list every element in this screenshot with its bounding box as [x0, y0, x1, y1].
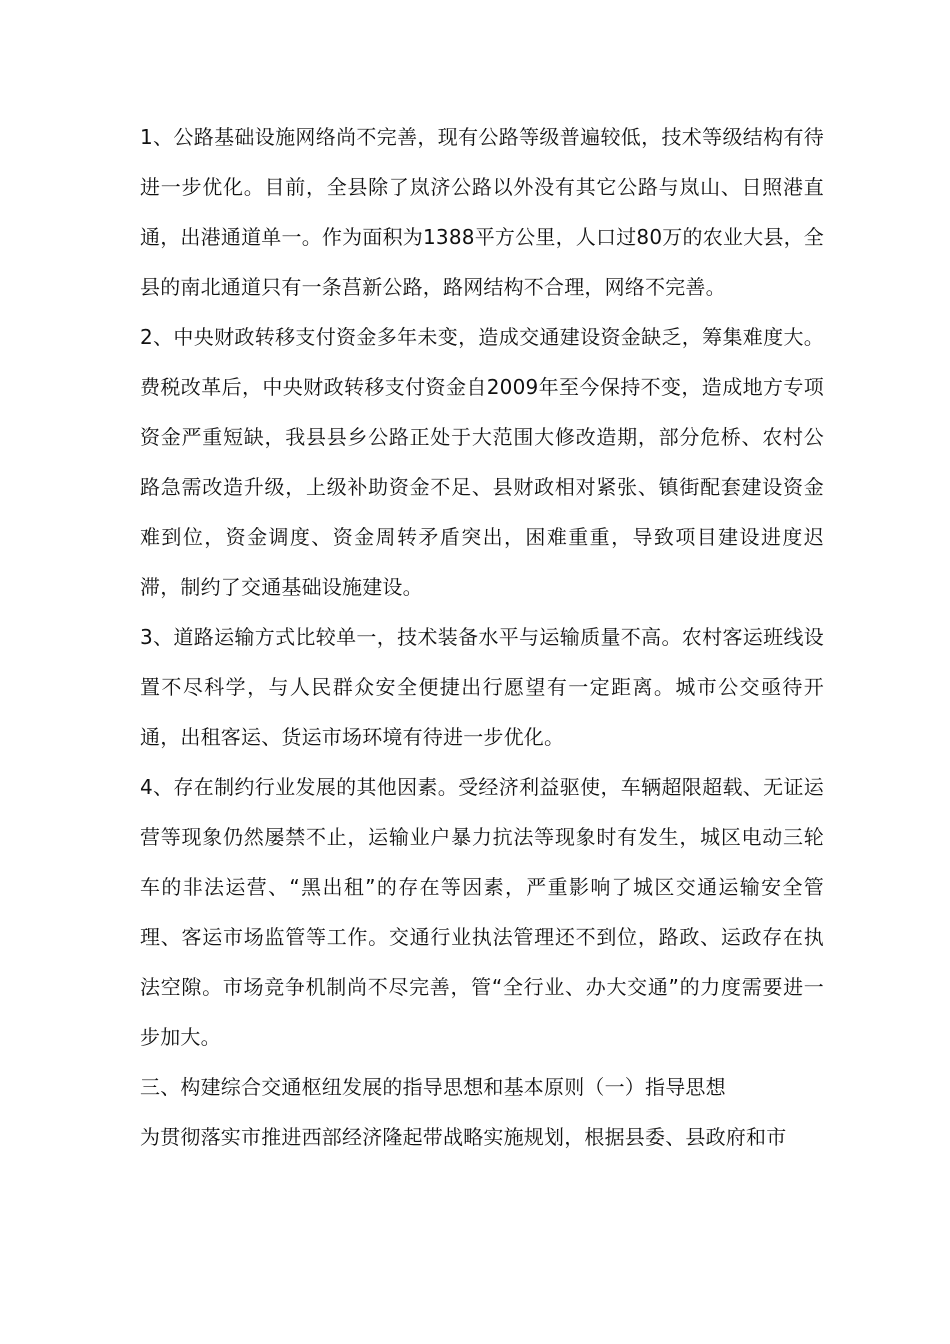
- paragraph-road-network: 1、公路基础设施网络尚不完善，现有公路等级普遍较低，技术等级结构有待进一步优化。目前，全县除了岚济公路以外没有其它公路与岚山、日照港直通，出港通道单一。作为面积为1388平方公里，人口过80万的农业大县，全县的南北通道只有一条莒新公路，路网结构不合理，网络不完善。: [140, 125, 824, 299]
- section-heading: 三、构建综合交通枢纽发展的指导思想和基本原则（一）指导思想: [140, 1075, 726, 1099]
- paragraph-transport-mode: 3、道路运输方式比较单一，技术装备水平与运输质量不高。农村客运班线设置不尽科学，与人民群众安全便捷出行愿望有一定距离。城市公交亟待开通，出租客运、货运市场环境有待进一步优化。: [140, 625, 824, 749]
- paragraph-guiding-thought: 为贯彻落实市推进西部经济隆起带战略实施规划，根据县委、县政府和市: [140, 1125, 787, 1149]
- paragraph-funding: 2、中央财政转移支付资金多年未变，造成交通建设资金缺乏，筹集难度大。费税改革后，中央财政转移支付资金自2009年至今保持不变，造成地方专项资金严重短缺，我县县乡公路正处于大范围大修改造期，部分危桥、农村公路急需改造升级，上级补助资金不足、县财政相对紧张、镇街配套建设资金难到位，资金调度、资金周转矛盾突出，困难重重，导致项目建设进度迟滞，制约了交通基础设施建设。: [140, 325, 824, 599]
- paragraph-other-factors: 4、存在制约行业发展的其他因素。受经济利益驱使，车辆超限超载、无证运营等现象仍然屡禁不止，运输业户暴力抗法等现象时有发生，城区电动三轮车的非法运营、“黑出租”的存在等因素，严重影响了城区交通运输安全管理、客运市场监管等工作。交通行业执法管理还不到位，路政、运政存在执法空隙。市场竞争机制尚不尽完善，管“全行业、办大交通”的力度需要进一步加大。: [140, 775, 824, 1049]
- document-body: [140, 112, 824, 1162]
